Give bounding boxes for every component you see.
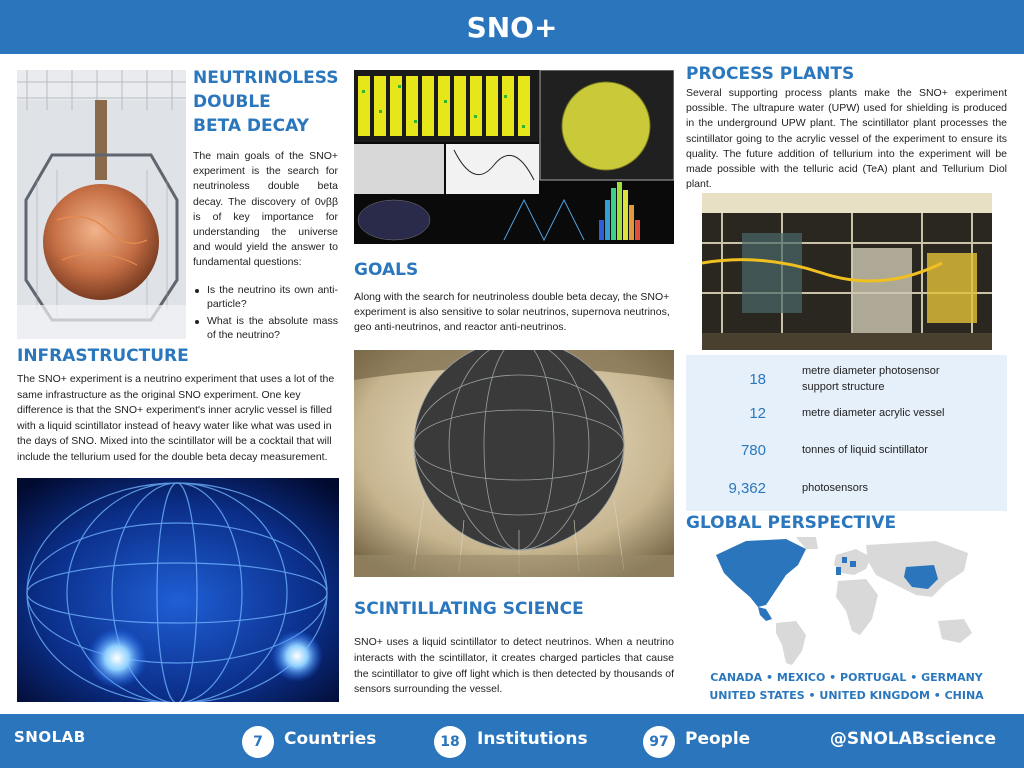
goals-heading: GOALS [354, 260, 419, 280]
goals-body: Along with the search for neutrinoless double beta decay, the SNO+ experiment is also sensitive to solar neutrinos, supernova neutrinos, geo anti-neutrinos, and reactor anti-neutrinos. [354, 291, 670, 334]
institutions-label: Institutions [477, 729, 588, 749]
detector-cutaway-image [17, 70, 186, 339]
page-title: SNO+ [466, 10, 558, 44]
process-plant-image [702, 193, 992, 350]
detector-blue-image [17, 478, 339, 702]
stat-row [686, 437, 1007, 463]
stat-row [686, 363, 1007, 395]
countries-line-2: UNITED STATES • UNITED KINGDOM • CHINA [709, 689, 984, 702]
snolab-logo-icon: SNOLAB [14, 728, 86, 746]
questions-list [195, 283, 338, 345]
heading-line: BETA DECAY [193, 116, 309, 136]
people-count-badge: 97 [643, 726, 675, 758]
event-display-image [354, 70, 674, 244]
stat-value: 12 [749, 404, 766, 422]
scintillating-heading: SCINTILLATING SCIENCE [354, 599, 584, 619]
heading-line: DOUBLE [193, 92, 271, 112]
infrastructure-heading: INFRASTRUCTURE [17, 346, 189, 366]
stat-label: tonnes of liquid scintillator [802, 444, 928, 456]
process-heading: PROCESS PLANTS [686, 64, 855, 84]
stat-row [686, 400, 1007, 426]
stat-value: 9,362 [728, 479, 766, 497]
social-handle[interactable]: @SNOLABscience [829, 729, 996, 749]
stat-value: 18 [749, 370, 766, 388]
process-body: Several supporting process plants make the SNO+ experiment possible. The ultrapure water (UPW) used for shielding is produced in the underground UPW plant. The scintillator plant processes the scintillator going to the acrylic vessel of the experiment to ensure its quality. The future addition of tellurium into the experiment will be made possible with the telluric acid (TeA) plant and Tellurium Diol plant. [686, 87, 1007, 191]
stat-label: photosensors [802, 482, 869, 494]
stat-label: metre diameter photosensor support structure [802, 365, 940, 393]
neutrinoless-body: The main goals of the SNO+ experiment is the search for neutrinoless double beta decay. The discovery of 0νββ is of key importance for understanding the universe and would yield the answer to fundamental questions: [193, 150, 338, 269]
page-header [0, 0, 1024, 54]
infrastructure-body: The SNO+ experiment is a neutrino experiment that uses a lot of the same infrastructure as the original SNO experiment. One key difference is that the SNO+ experiment's inner acrylic vessel is filled with a liquid scintillator instead of heavy water like what was used in the days of SNO. Mixed into the scintillator will be a cocktail that will include the tellurium used for the double beta decay measurement. [17, 373, 335, 463]
people-label: People [685, 729, 751, 749]
stat-label: metre diameter acrylic vessel [802, 407, 945, 419]
neutrinoless-heading [193, 66, 353, 138]
scintillating-body: SNO+ uses a liquid scintillator to detect neutrinos. When a neutrino interacts with the scintillator, it creates charged particles that cause the scintillator to give off light which is then detected by thousands of sensors surrounding the vessel. [354, 636, 674, 696]
countries-count-badge: 7 [242, 726, 274, 758]
detector-interior-image [354, 350, 674, 577]
stats-panel [686, 355, 1007, 511]
list-item: What is the absolute mass of the neutrino? [195, 314, 338, 343]
page-footer [0, 714, 1024, 768]
list-item: Is the neutrino its own anti-particle? [195, 283, 338, 312]
countries-label: Countries [284, 729, 377, 749]
stat-row [686, 475, 1007, 501]
world-map-image [706, 535, 988, 667]
heading-line: NEUTRINOLESS [193, 68, 339, 88]
global-heading: GLOBAL PERSPECTIVE [686, 513, 897, 533]
countries-line-1: CANADA • MEXICO • PORTUGAL • GERMANY [710, 671, 983, 684]
stat-value: 780 [740, 441, 766, 459]
institutions-count-badge: 18 [434, 726, 466, 758]
